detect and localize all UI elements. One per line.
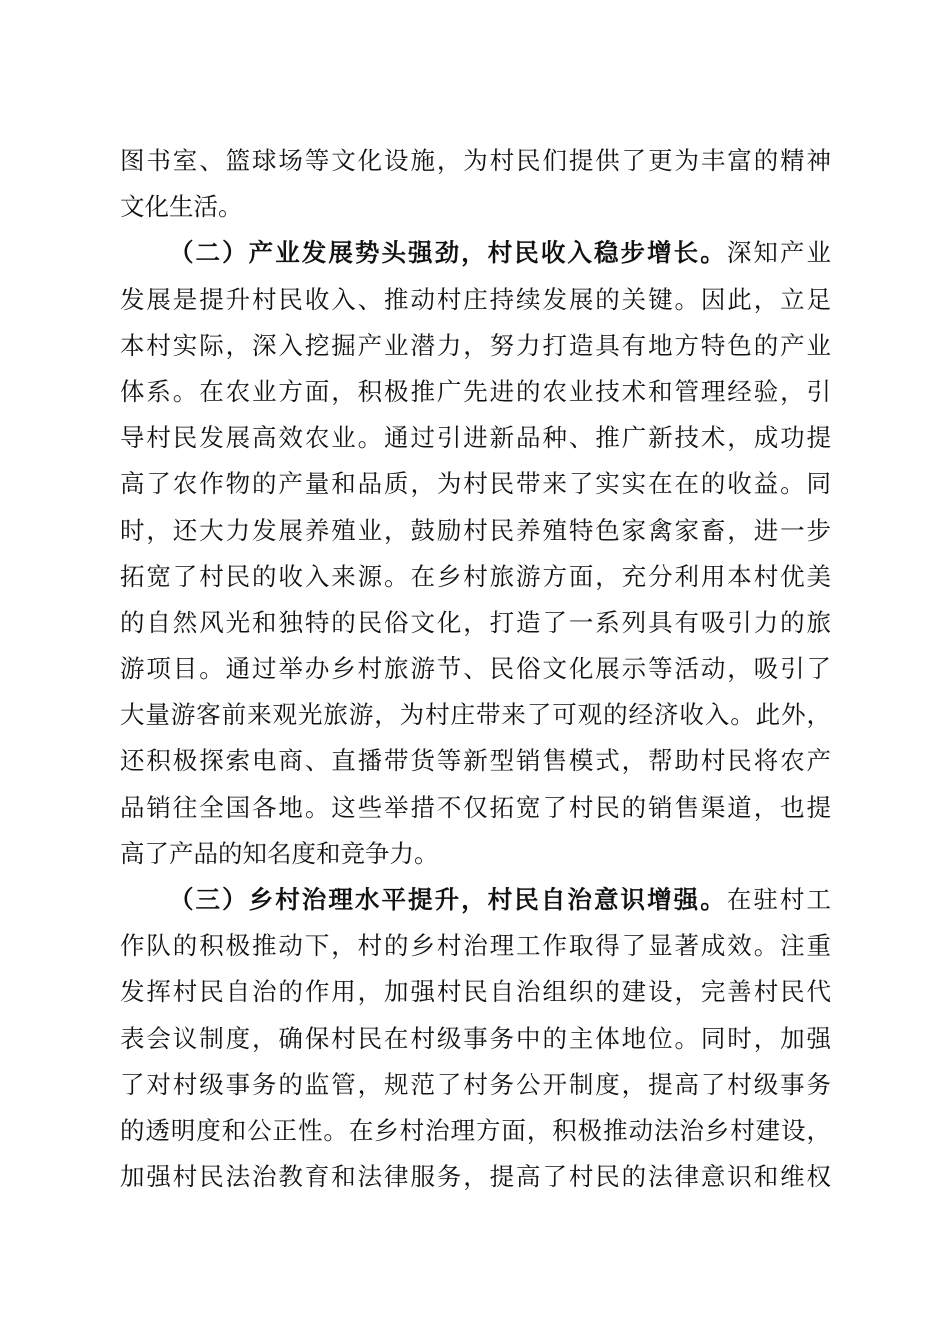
- text-segment: 在驻村工: [726, 885, 831, 914]
- text-line: [120, 415, 831, 461]
- text-segment: 高了农作物的产量和品质，为村民带来了实实在在的收益。同: [120, 469, 831, 499]
- text-line: [120, 785, 831, 831]
- paragraph-continuation: [120, 138, 831, 230]
- text-segment: 表会议制度，确保村民在村级事务中的主体地位。同时，加强: [120, 1023, 831, 1053]
- text-line: [120, 1108, 831, 1154]
- text-segment: 深知产业: [726, 238, 831, 268]
- text-line: [120, 508, 831, 554]
- text-line: [120, 831, 831, 877]
- text-segment: 游项目。通过举办乡村旅游节、民俗文化展示等活动，吸引了: [120, 654, 831, 684]
- section-heading: （二）产业发展势头强劲，村民收入稳步增长。: [169, 238, 727, 268]
- section-heading: （三）乡村治理水平提升，村民自治意识增强。: [169, 885, 727, 914]
- text-segment: 作队的积极推动下，村的乡村治理工作取得了显著成效。注重: [120, 931, 831, 961]
- text-segment: 导村民发展高效农业。通过引进新品种、推广新技术，成功提: [120, 423, 831, 453]
- text-line: [120, 323, 831, 369]
- text-line: [120, 1062, 831, 1108]
- text-segment: 高了产品的知名度和竞争力。: [120, 838, 439, 868]
- text-segment: 本村实际，深入挖掘产业潜力，努力打造具有地方特色的产业: [120, 330, 831, 360]
- text-segment: 的透明度和公正性。在乡村治理方面，积极推动法治乡村建设，: [120, 1115, 831, 1145]
- text-line: [120, 138, 831, 184]
- text-segment: 体系。在农业方面，积极推广先进的农业技术和管理经验，引: [120, 376, 831, 406]
- text-segment: 还积极探索电商、直播带货等新型销售模式，帮助村民将农产: [120, 746, 831, 776]
- text-segment: 大量游客前来观光旅游，为村庄带来了可观的经济收入。此外，: [120, 700, 831, 730]
- text-line: [120, 969, 831, 1015]
- text-line: [120, 277, 831, 323]
- text-line: [120, 877, 831, 923]
- text-line: [120, 554, 831, 600]
- text-line: [120, 1154, 831, 1200]
- body-text: [120, 138, 831, 1200]
- text-line: [120, 600, 831, 646]
- text-segment: 时，还大力发展养殖业，鼓励村民养殖特色家禽家畜，进一步: [120, 515, 831, 545]
- paragraph-industry: [120, 230, 831, 877]
- text-line: [120, 461, 831, 507]
- text-segment: 发挥村民自治的作用，加强村民自治组织的建设，完善村民代: [120, 977, 831, 1007]
- text-line: [120, 646, 831, 692]
- text-line: [120, 184, 831, 230]
- paragraph-governance: [120, 877, 831, 1200]
- text-segment: 拓宽了村民的收入来源。在乡村旅游方面，充分利用本村优美: [120, 561, 831, 591]
- text-line: [120, 692, 831, 738]
- text-line: [120, 369, 831, 415]
- text-segment: 的自然风光和独特的民俗文化，打造了一系列具有吸引力的旅: [120, 607, 831, 637]
- text-line: [120, 738, 831, 784]
- text-segment: 了对村级事务的监管，规范了村务公开制度，提高了村级事务: [120, 1069, 831, 1099]
- text-line: [120, 1016, 831, 1062]
- text-segment: 加强村民法治教育和法律服务，提高了村民的法律意识和维权: [120, 1162, 831, 1192]
- text-segment: 发展是提升村民收入、推动村庄持续发展的关键。因此，立足: [120, 284, 831, 314]
- text-segment: 图书室、篮球场等文化设施，为村民们提供了更为丰富的精神: [120, 146, 831, 175]
- text-line: [120, 230, 831, 276]
- text-segment: 品销往全国各地。这些举措不仅拓宽了村民的销售渠道，也提: [120, 792, 831, 822]
- text-segment: 文化生活。: [120, 192, 243, 222]
- text-line: [120, 923, 831, 969]
